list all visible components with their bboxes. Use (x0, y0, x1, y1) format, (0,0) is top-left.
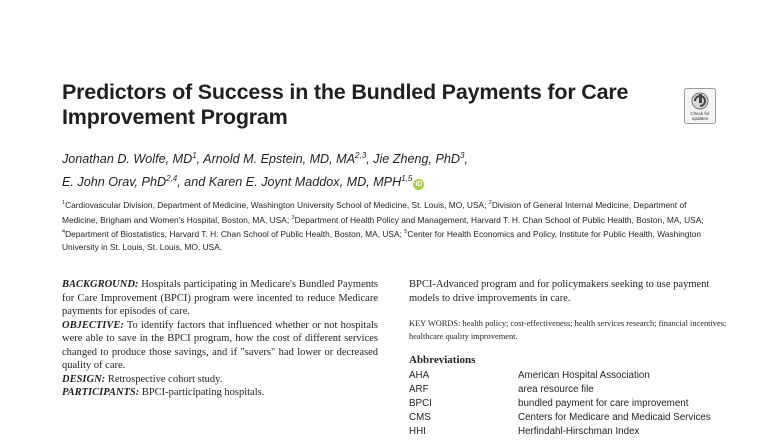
keywords (409, 318, 729, 344)
abstract-section (62, 386, 378, 400)
affiliations (62, 197, 722, 253)
abstract-section (62, 319, 378, 373)
abbreviation-definition: bundled payment for care improvement (518, 398, 689, 409)
abstract-heading: PARTICIPANTS: (62, 387, 140, 398)
affiliation-marker: 4 (62, 229, 66, 235)
author-name: Jie Zheng, PhD (373, 152, 460, 167)
abbreviation-term: HHI (409, 426, 426, 437)
author-separator: , (196, 152, 204, 167)
affiliation-text: Department of Health Policy and Management, Harvard T. H. Chan School of Public Health, Boston, MA, USA; (294, 214, 704, 225)
affiliation-text: Cardiovascular Division, Department of Medicine, Washington University School of Medicine, St. Louis, MO, USA; (65, 199, 489, 210)
affiliation-marker: 3 (291, 214, 295, 221)
abbreviation-row (409, 369, 739, 383)
abbreviation-definition: Herfindahl-Hirschman Index (518, 426, 640, 437)
abstract-text: Hospitals participating in Medicare's Bundled Payments for Care Improvement (BPCI) program were incented to reduce Medicare payments for episodes of care. (62, 279, 378, 317)
author-list (62, 146, 682, 192)
author-affiliation-marker: 1,5 (401, 174, 413, 184)
author-affiliation-marker: 3 (459, 151, 465, 160)
abbreviation-definition: Centers for Medicare and Medicaid Services (518, 412, 711, 423)
affiliation-text: Department of Biostatistics, Harvard T. H. Chan School of Public Health, Boston, MA, USA; (65, 228, 405, 239)
abstract-text: To identify factors that influenced whether or not hospitals were able to save in the BPCI program, how the cost of different services changed to produce those savings, and if "savers" had lower or decreased quality of care. (62, 319, 378, 371)
abbreviations-heading: Abbreviations (409, 354, 476, 366)
keywords-label: KEY WORDS: (409, 319, 461, 328)
author-separator: , (366, 152, 374, 167)
keywords-text: health policy; cost-effectiveness; health services research; financial incentives; healthcare quality improvement. (409, 319, 727, 341)
abstract-text: Retrospective cohort study. (105, 373, 223, 385)
abstract-heading: OBJECTIVE: (62, 319, 124, 331)
abbreviation-term: ARF (409, 384, 429, 395)
affiliation-marker: 1 (62, 200, 66, 206)
abstract-section (62, 278, 378, 319)
abbreviation-row (409, 411, 739, 425)
abstract-continuation: BPCI-Advanced program and for policymakers seeking to use payment models to drive improvements in care. (409, 279, 710, 304)
author-affiliation-marker: 2,4 (166, 174, 178, 184)
author-name: Karen E. Joynt Maddox, MD, MPH (208, 175, 402, 190)
affiliation-marker: 5 (404, 229, 408, 235)
abstract-heading: DESIGN: (62, 373, 106, 385)
author-name: Jonathan D. Wolfe, MD (62, 152, 193, 167)
author-affiliation-marker: 2,3 (355, 151, 367, 160)
abstract-text: BPCI-participating hospitals. (139, 387, 265, 398)
abbreviation-term: CMS (409, 412, 431, 423)
abstract-heading: BACKGROUND: (62, 279, 139, 290)
abstract-column (62, 278, 378, 400)
abbreviation-row (409, 397, 739, 411)
affiliation-text: Division of General Internal Medicine, Department of Medicine, Brigham and Women's Hospital, Boston, MA, USA; (62, 199, 687, 225)
abbreviation-term: BPCI (409, 398, 432, 409)
author-name: E. John Orav, PhD (62, 175, 167, 190)
check-for-updates-icon (691, 92, 709, 110)
abbreviations-list (409, 369, 739, 439)
orcid-icon[interactable]: iD (415, 181, 423, 189)
article-title: Predictors of Success in the Bundled Payments for Care Improvement Program (62, 80, 629, 129)
author-name: Arnold M. Epstein, MD, MA (203, 152, 356, 167)
abstract-section (62, 373, 378, 387)
author-separator: , (464, 152, 468, 167)
abbreviation-definition: American Hospital Association (518, 370, 650, 381)
affiliation-text: Center for Health Economics and Policy, Institute for Public Health, Washington University in St. Louis, St. Louis, MO, USA. (62, 228, 702, 252)
abbreviation-row (409, 425, 739, 439)
check-for-updates-badge[interactable] (684, 88, 716, 124)
affiliation-marker: 2 (488, 200, 492, 206)
abbreviation-term: AHA (409, 370, 430, 381)
author-separator: , and (177, 175, 209, 190)
badge-label: Check for updates (690, 111, 710, 121)
author-affiliation-marker: 1 (192, 151, 197, 160)
abbreviation-row (409, 383, 739, 397)
abbreviation-definition: area resource file (518, 384, 594, 395)
